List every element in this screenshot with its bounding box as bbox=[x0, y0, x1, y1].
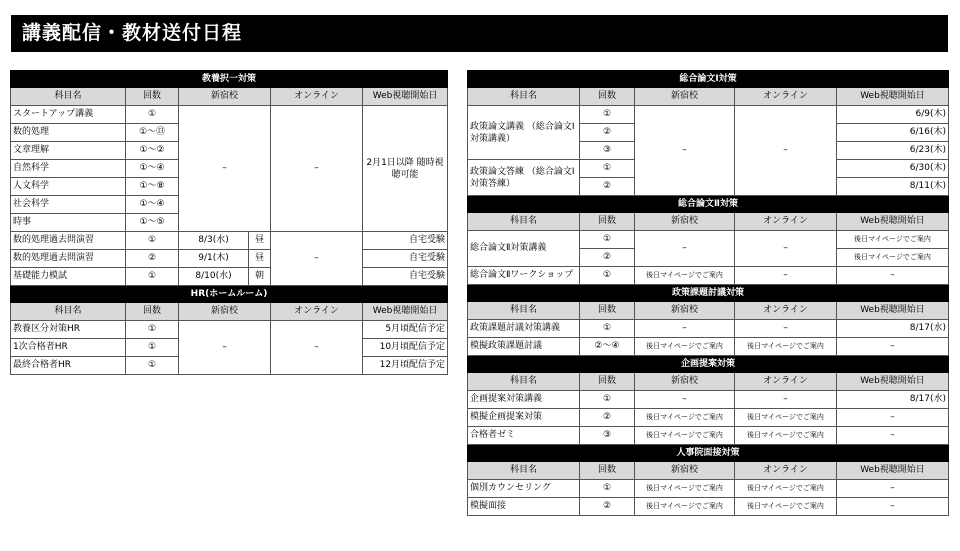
subject-name: 人文科学 bbox=[11, 178, 126, 196]
col-header-subject: 科目名 bbox=[468, 213, 580, 231]
shinjuku-cell: 後日マイページでご案内 bbox=[635, 427, 735, 445]
shinjuku-cell: – bbox=[635, 106, 735, 196]
col-header-online: オンライン bbox=[735, 302, 837, 320]
right-schedule-table bbox=[467, 70, 949, 516]
shinjuku-cell: – bbox=[179, 106, 271, 232]
exam-date: 8/3(水) bbox=[179, 232, 249, 250]
web-start-cell: 自宅受験 bbox=[363, 232, 448, 250]
web-start-cell: – bbox=[837, 409, 949, 427]
times: ② bbox=[580, 124, 635, 142]
times: ①～④ bbox=[126, 160, 179, 178]
col-header-shinjuku: 新宿校 bbox=[635, 373, 735, 391]
web-start-cell: 5月頃配信予定 bbox=[363, 321, 448, 339]
online-cell: – bbox=[271, 321, 363, 375]
subject-name: 模擬政策課題討議 bbox=[468, 338, 580, 356]
times: ① bbox=[126, 106, 179, 124]
times: ① bbox=[126, 357, 179, 375]
col-header-times: 回数 bbox=[580, 88, 635, 106]
times: ① bbox=[126, 339, 179, 357]
web-start-cell: 自宅受験 bbox=[363, 250, 448, 268]
section-title: 総合論文Ⅱ対策 bbox=[468, 196, 949, 213]
online-cell: – bbox=[735, 106, 837, 196]
times: ①～④ bbox=[126, 196, 179, 214]
subject-name: 模擬企画提案対策 bbox=[468, 409, 580, 427]
section-title: 総合論文Ⅰ対策 bbox=[468, 71, 949, 88]
web-start-cell: 8/17(水) bbox=[837, 320, 949, 338]
online-cell: 後日マイページでご案内 bbox=[735, 427, 837, 445]
times: ①～⑬ bbox=[126, 124, 179, 142]
times: ① bbox=[580, 231, 635, 249]
online-cell: 後日マイページでご案内 bbox=[735, 409, 837, 427]
col-header-shinjuku: 新宿校 bbox=[635, 213, 735, 231]
web-start-cell: – bbox=[837, 267, 949, 285]
online-cell: – bbox=[735, 231, 837, 267]
col-header-shinjuku: 新宿校 bbox=[179, 88, 271, 106]
section-title: 政策課題討議対策 bbox=[468, 285, 949, 302]
web-start-cell: 後日マイページでご案内 bbox=[837, 231, 949, 249]
exam-date: 9/1(木) bbox=[179, 250, 249, 268]
col-header-online: オンライン bbox=[735, 213, 837, 231]
times: ② bbox=[580, 409, 635, 427]
times: ① bbox=[580, 160, 635, 178]
subject-name: 企画提案対策講義 bbox=[468, 391, 580, 409]
page-title: 講義配信・教材送付日程 bbox=[11, 15, 948, 52]
shinjuku-cell: 後日マイページでご案内 bbox=[635, 338, 735, 356]
subject-name: スタートアップ講義 bbox=[11, 106, 126, 124]
col-header-subject: 科目名 bbox=[11, 303, 126, 321]
times: ② bbox=[126, 250, 179, 268]
col-header-online: オンライン bbox=[271, 88, 363, 106]
col-header-online: オンライン bbox=[271, 303, 363, 321]
times: ③ bbox=[580, 427, 635, 445]
web-start-cell: 10月頃配信予定 bbox=[363, 339, 448, 357]
col-header-web: Web視聴開始日 bbox=[837, 213, 949, 231]
exam-slot: 朝 bbox=[249, 268, 271, 286]
subject-name: 数的処理 bbox=[11, 124, 126, 142]
shinjuku-cell: 後日マイページでご案内 bbox=[635, 498, 735, 516]
section-title: 企画提案対策 bbox=[468, 356, 949, 373]
subject-name: 個別カウンセリング bbox=[468, 480, 580, 498]
col-header-times: 回数 bbox=[580, 462, 635, 480]
col-header-shinjuku: 新宿校 bbox=[635, 88, 735, 106]
subject-name: 教養区分対策HR bbox=[11, 321, 126, 339]
web-start-cell: – bbox=[837, 427, 949, 445]
col-header-online: オンライン bbox=[735, 373, 837, 391]
col-header-web: Web視聴開始日 bbox=[363, 88, 448, 106]
web-start-cell: 2月1日以降 随時視聴可能 bbox=[363, 106, 448, 232]
col-header-online: オンライン bbox=[735, 462, 837, 480]
web-start-cell: 8/17(水) bbox=[837, 391, 949, 409]
times: ① bbox=[580, 391, 635, 409]
col-header-subject: 科目名 bbox=[468, 373, 580, 391]
shinjuku-cell: – bbox=[635, 391, 735, 409]
col-header-web: Web視聴開始日 bbox=[837, 302, 949, 320]
shinjuku-cell: – bbox=[635, 320, 735, 338]
online-cell: – bbox=[735, 267, 837, 285]
online-cell: 後日マイページでご案内 bbox=[735, 338, 837, 356]
times: ① bbox=[580, 320, 635, 338]
left-schedule-table bbox=[10, 70, 448, 375]
col-header-web: Web視聴開始日 bbox=[837, 462, 949, 480]
col-header-times: 回数 bbox=[126, 88, 179, 106]
col-header-subject: 科目名 bbox=[468, 462, 580, 480]
col-header-subject: 科目名 bbox=[468, 302, 580, 320]
shinjuku-cell: – bbox=[635, 231, 735, 267]
web-start-cell: 6/30(木) bbox=[837, 160, 949, 178]
web-start-cell: – bbox=[837, 498, 949, 516]
section-title: 人事院面接対策 bbox=[468, 445, 949, 462]
web-start-cell: 8/11(木) bbox=[837, 178, 949, 196]
col-header-web: Web視聴開始日 bbox=[837, 88, 949, 106]
shinjuku-cell: 後日マイページでご案内 bbox=[635, 409, 735, 427]
subject-name: 時事 bbox=[11, 214, 126, 232]
col-header-times: 回数 bbox=[580, 373, 635, 391]
web-start-cell: 自宅受験 bbox=[363, 268, 448, 286]
col-header-subject: 科目名 bbox=[468, 88, 580, 106]
col-header-times: 回数 bbox=[580, 302, 635, 320]
online-cell: 後日マイページでご案内 bbox=[735, 480, 837, 498]
shinjuku-cell: 後日マイページでご案内 bbox=[635, 267, 735, 285]
times: ① bbox=[126, 268, 179, 286]
subject-name: 基礎能力模試 bbox=[11, 268, 126, 286]
online-cell: – bbox=[735, 391, 837, 409]
col-header-online: オンライン bbox=[735, 88, 837, 106]
col-header-shinjuku: 新宿校 bbox=[635, 462, 735, 480]
col-header-shinjuku: 新宿校 bbox=[179, 303, 271, 321]
web-start-cell: 12月頃配信予定 bbox=[363, 357, 448, 375]
times: ①～② bbox=[126, 142, 179, 160]
subject-name: 政策論文講義 （総合論文Ⅰ対策講義） bbox=[468, 106, 580, 160]
times: ①～⑧ bbox=[126, 178, 179, 196]
times: ① bbox=[126, 232, 179, 250]
subject-name: 総合論文Ⅱ対策講義 bbox=[468, 231, 580, 267]
times: ① bbox=[580, 106, 635, 124]
times: ② bbox=[580, 498, 635, 516]
subject-name: 社会科学 bbox=[11, 196, 126, 214]
section-title: HR(ホームルーム) bbox=[11, 286, 448, 303]
online-cell: – bbox=[735, 320, 837, 338]
times: ③ bbox=[580, 142, 635, 160]
subject-name: 総合論文Ⅱワークショップ bbox=[468, 267, 580, 285]
times: ① bbox=[126, 321, 179, 339]
online-cell: – bbox=[271, 106, 363, 232]
shinjuku-cell: 後日マイページでご案内 bbox=[635, 480, 735, 498]
times: ①～⑤ bbox=[126, 214, 179, 232]
web-start-cell: – bbox=[837, 480, 949, 498]
times: ① bbox=[580, 267, 635, 285]
subject-name: 1次合格者HR bbox=[11, 339, 126, 357]
web-start-cell: 後日マイページでご案内 bbox=[837, 249, 949, 267]
subject-name: 数的処理過去問演習 bbox=[11, 250, 126, 268]
web-start-cell: – bbox=[837, 338, 949, 356]
col-header-web: Web視聴開始日 bbox=[837, 373, 949, 391]
web-start-cell: 6/16(木) bbox=[837, 124, 949, 142]
online-cell: 後日マイページでご案内 bbox=[735, 498, 837, 516]
online-cell: – bbox=[271, 232, 363, 286]
subject-name: 数的処理過去問演習 bbox=[11, 232, 126, 250]
subject-name: 合格者ゼミ bbox=[468, 427, 580, 445]
subject-name: 政策論文答練 （総合論文Ⅰ対策答練） bbox=[468, 160, 580, 196]
exam-slot: 昼 bbox=[249, 250, 271, 268]
times: ① bbox=[580, 480, 635, 498]
times: ② bbox=[580, 249, 635, 267]
web-start-cell: 6/9(木) bbox=[837, 106, 949, 124]
times: ②～④ bbox=[580, 338, 635, 356]
subject-name: 模擬面接 bbox=[468, 498, 580, 516]
exam-date: 8/10(水) bbox=[179, 268, 249, 286]
times: ② bbox=[580, 178, 635, 196]
section-title: 教養択一対策 bbox=[11, 71, 448, 88]
shinjuku-cell: – bbox=[179, 321, 271, 375]
exam-slot: 昼 bbox=[249, 232, 271, 250]
col-header-web: Web視聴開始日 bbox=[363, 303, 448, 321]
col-header-times: 回数 bbox=[126, 303, 179, 321]
subject-name: 最終合格者HR bbox=[11, 357, 126, 375]
subject-name: 政策課題討議対策講義 bbox=[468, 320, 580, 338]
col-header-shinjuku: 新宿校 bbox=[635, 302, 735, 320]
col-header-subject: 科目名 bbox=[11, 88, 126, 106]
subject-name: 文章理解 bbox=[11, 142, 126, 160]
col-header-times: 回数 bbox=[580, 213, 635, 231]
subject-name: 自然科学 bbox=[11, 160, 126, 178]
web-start-cell: 6/23(木) bbox=[837, 142, 949, 160]
